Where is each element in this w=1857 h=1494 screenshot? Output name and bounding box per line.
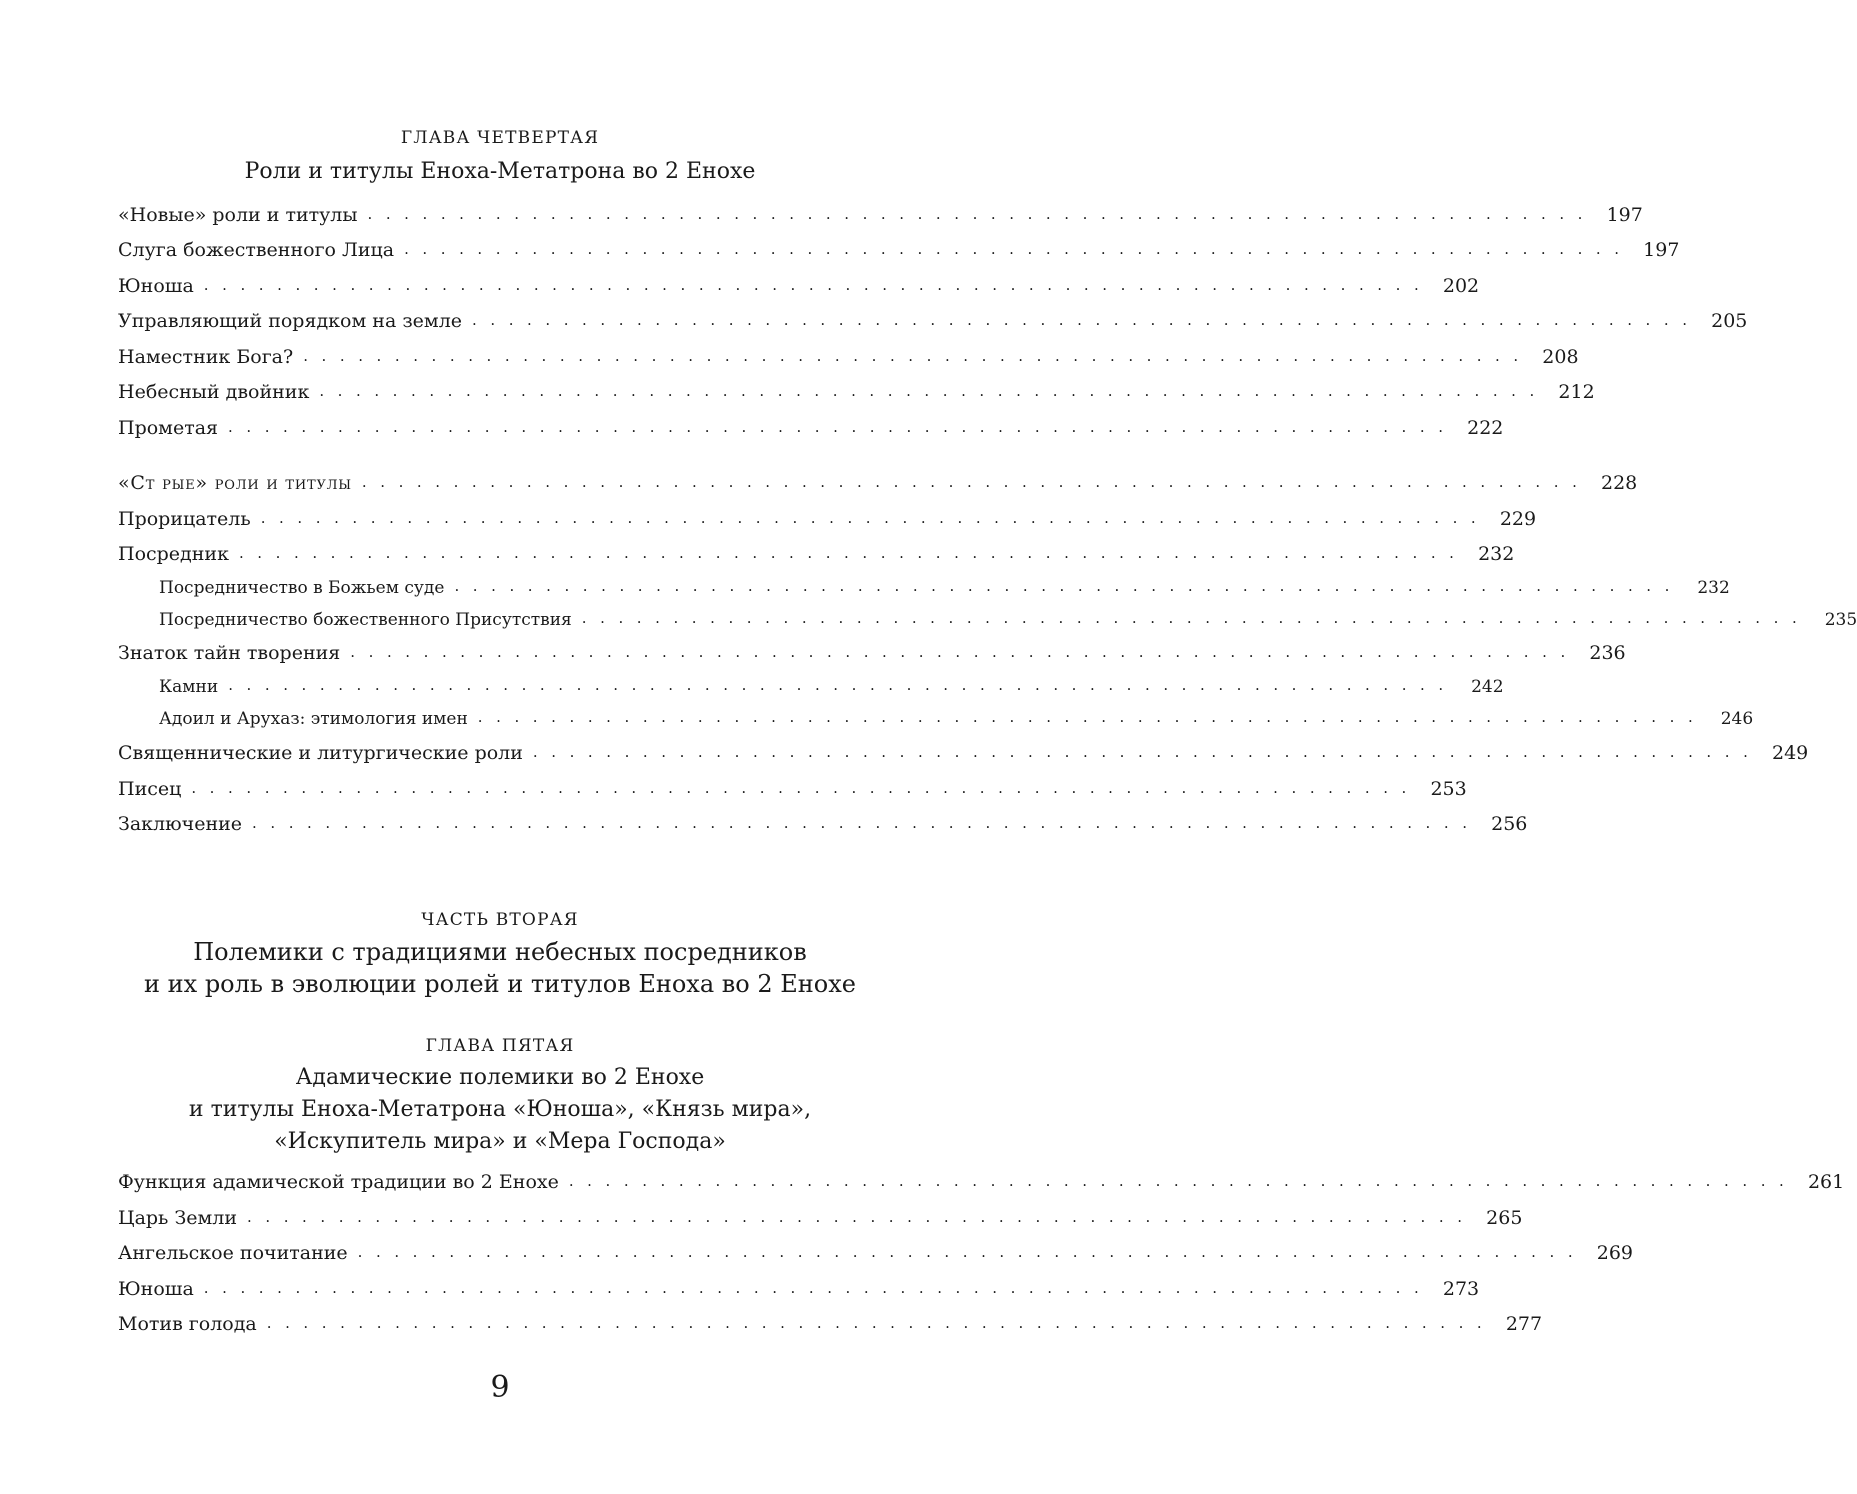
chapter-title: Роли и титулы Еноха-Метатрона во 2 Енохе — [244, 159, 756, 184]
toc-entry[interactable]: Функция адамической традиции во 2 Енохе . . . . . . . . . . . . . . . . . . . . . . . . . . . . . . . . . . . . . . . . . . . . . . . . . . . . . . . . . . . . . . . . . . . 261 — [118, 1171, 1845, 1193]
leader-dots: . . . . . . . . . . . . . . . . . . . . . . . . . . . . . . . . . . . . . . . . . . . . . . . . . . . . . . . . . . . . . . . . . . . — [303, 347, 1523, 365]
leader-dots: . . . . . . . . . . . . . . . . . . . . . . . . . . . . . . . . . . . . . . . . . . . . . . . . . . . . . . . . . . . . . . . . . . . — [319, 382, 1539, 400]
part-title-line1: Полемики с традициями небесных посредников — [193, 938, 807, 966]
page-ref: 261 — [1807, 1171, 1845, 1193]
toc-entry[interactable]: Управляющий порядком на земле . . . . . . . . . . . . . . . . . . . . . . . . . . . . . . . . . . . . . . . . . . . . . . . . . . . . . . . . . . . . . . . . . . . 205 — [118, 310, 1748, 332]
toc-entry[interactable]: Посредник . . . . . . . . . . . . . . . . . . . . . . . . . . . . . . . . . . . . . . . . . . . . . . . . . . . . . . . . . . . . . . . . . . . 232 — [118, 543, 1515, 565]
toc-entry[interactable]: Небесный двойник . . . . . . . . . . . . . . . . . . . . . . . . . . . . . . . . . . . . . . . . . . . . . . . . . . . . . . . . . . . . . . . . . . . 212 — [118, 381, 1595, 403]
leader-dots: . . . . . . . . . . . . . . . . . . . . . . . . . . . . . . . . . . . . . . . . . . . . . . . . . . . . . . . . . . . . . . . . . . . — [238, 544, 1459, 562]
page-ref: 242 — [1471, 677, 1504, 697]
page-ref: 235 — [1824, 610, 1857, 630]
page-ref: 253 — [1430, 778, 1467, 800]
page-ref: 228 — [1600, 472, 1638, 494]
page-ref: 222 — [1467, 417, 1504, 439]
leader-dots: . . . . . . . . . . . . . . . . . . . . . . . . . . . . . . . . . . . . . . . . . . . . . . . . . . . . . . . . . . . . . . . . . . . — [581, 609, 1802, 627]
toc-entry[interactable]: Юноша . . . . . . . . . . . . . . . . . . . . . . . . . . . . . . . . . . . . . . . . . . . . . . . . . . . . . . . . . . . . . . . . . . . 273 — [118, 1278, 1480, 1300]
toc-entry[interactable]: «Новые» роли и титулы . . . . . . . . . . . . . . . . . . . . . . . . . . . . . . . . . . . . . . . . . . . . . . . . . . . . . . . . . . . . . . . . . . . 197 — [118, 204, 1643, 226]
page-ref: 232 — [1697, 578, 1730, 598]
page-ref: 236 — [1589, 642, 1626, 664]
toc-entry[interactable]: Юноша . . . . . . . . . . . . . . . . . . . . . . . . . . . . . . . . . . . . . . . . . . . . . . . . . . . . . . . . . . . . . . . . . . . 202 — [118, 275, 1480, 297]
page-ref: 197 — [1643, 239, 1680, 261]
leader-dots: . . . . . . . . . . . . . . . . . . . . . . . . . . . . . . . . . . . . . . . . . . . . . . . . . . . . . . . . . . . . . . . . . . . — [266, 1314, 1487, 1332]
page-ref: 208 — [1542, 346, 1579, 368]
toc-subentry[interactable]: Посредничество божественного Присутствия . . . . . . . . . . . . . . . . . . . . . . . . . . . . . . . . . . . . . . . . . . . . . . . . . . . . . . . . . . . . . . . . . . . 235 — [159, 609, 1857, 630]
toc-entry[interactable]: Царь Земли . . . . . . . . . . . . . . . . . . . . . . . . . . . . . . . . . . . . . . . . . . . . . . . . . . . . . . . . . . . . . . . . . . . 265 — [118, 1207, 1523, 1229]
leader-dots: . . . . . . . . . . . . . . . . . . . . . . . . . . . . . . . . . . . . . . . . . . . . . . . . . . . . . . . . . . . . . . . . . . . — [357, 1243, 1578, 1261]
page-ref: 273 — [1442, 1278, 1480, 1300]
toc-entry[interactable]: Прометая . . . . . . . . . . . . . . . . . . . . . . . . . . . . . . . . . . . . . . . . . . . . . . . . . . . . . . . . . . . . . . . . . . . 222 — [118, 417, 1504, 439]
leader-dots: . . . . . . . . . . . . . . . . . . . . . . . . . . . . . . . . . . . . . . . . . . . . . . . . . . . . . . . . . . . . . . . . . . . — [260, 509, 1481, 527]
toc-entry[interactable]: Знаток тайн творения . . . . . . . . . . . . . . . . . . . . . . . . . . . . . . . . . . . . . . . . . . . . . . . . . . . . . . . . . . . . . . . . . . . 236 — [118, 642, 1626, 664]
chapter-title-line1: Адамические полемики во 2 Енохе — [295, 1065, 705, 1090]
page-ref: 197 — [1606, 204, 1643, 226]
toc-entry[interactable]: Наместник Бога? . . . . . . . . . . . . . . . . . . . . . . . . . . . . . . . . . . . . . . . . . . . . . . . . . . . . . . . . . . . . . . . . . . . 208 — [118, 346, 1579, 368]
toc-subentry[interactable]: Камни . . . . . . . . . . . . . . . . . . . . . . . . . . . . . . . . . . . . . . . . . . . . . . . . . . . . . . . . . . . . . . . . . . . 242 — [159, 676, 1504, 697]
leader-dots: . . . . . . . . . . . . . . . . . . . . . . . . . . . . . . . . . . . . . . . . . . . . . . . . . . . . . . . . . . . . . . . . . . . — [477, 708, 1698, 726]
leader-dots: . . . . . . . . . . . . . . . . . . . . . . . . . . . . . . . . . . . . . . . . . . . . . . . . . . . . . . . . . . . . . . . . . . . — [203, 1279, 1424, 1297]
leader-dots: . . . . . . . . . . . . . . . . . . . . . . . . . . . . . . . . . . . . . . . . . . . . . . . . . . . . . . . . . . . . . . . . . . . — [203, 276, 1424, 294]
toc-subentry[interactable]: Посредничество в Божьем суде . . . . . . . . . . . . . . . . . . . . . . . . . . . . . . . . . . . . . . . . . . . . . . . . . . . . . . . . . . . . . . . . . . . 232 — [159, 577, 1730, 598]
toc-entry[interactable]: Священнические и литургические роли . . . . . . . . . . . . . . . . . . . . . . . . . . . . . . . . . . . . . . . . . . . . . . . . . . . . . . . . . . . . . . . . . . . 249 — [118, 742, 1809, 764]
leader-dots: . . . . . . . . . . . . . . . . . . . . . . . . . . . . . . . . . . . . . . . . . . . . . . . . . . . . . . . . . . . . . . . . . . . — [247, 1208, 1467, 1226]
toc-entry[interactable]: Ангельское почитание . . . . . . . . . . . . . . . . . . . . . . . . . . . . . . . . . . . . . . . . . . . . . . . . . . . . . . . . . . . . . . . . . . . 269 — [118, 1242, 1634, 1264]
part-label: ЧАСТЬ ВТОРАЯ — [421, 910, 579, 930]
part-title-line2: и их роль в эволюции ролей и титулов Еноха во 2 Енохе — [144, 970, 856, 998]
page-ref: 269 — [1596, 1242, 1634, 1264]
leader-dots: . . . . . . . . . . . . . . . . . . . . . . . . . . . . . . . . . . . . . . . . . . . . . . . . . . . . . . . . . . . . . . . . . . . — [228, 676, 1448, 694]
leader-dots: . . . . . . . . . . . . . . . . . . . . . . . . . . . . . . . . . . . . . . . . . . . . . . . . . . . . . . . . . . . . . . . . . . . — [252, 814, 1472, 832]
page-ref: 232 — [1478, 543, 1515, 565]
leader-dots: . . . . . . . . . . . . . . . . . . . . . . . . . . . . . . . . . . . . . . . . . . . . . . . . . . . . . . . . . . . . . . . . . . . — [404, 240, 1624, 258]
page-number: 9 — [490, 1370, 510, 1405]
page-ref: 246 — [1720, 709, 1754, 729]
leader-dots: . . . . . . . . . . . . . . . . . . . . . . . . . . . . . . . . . . . . . . . . . . . . . . . . . . . . . . . . . . . . . . . . . . . — [568, 1172, 1789, 1190]
page-ref: 212 — [1558, 381, 1595, 403]
leader-dots: . . . . . . . . . . . . . . . . . . . . . . . . . . . . . . . . . . . . . . . . . . . . . . . . . . . . . . . . . . . . . . . . . . . — [367, 205, 1587, 223]
toc-entry[interactable]: Мотив голода . . . . . . . . . . . . . . . . . . . . . . . . . . . . . . . . . . . . . . . . . . . . . . . . . . . . . . . . . . . . . . . . . . . 277 — [118, 1313, 1543, 1335]
page-ref: 256 — [1491, 813, 1528, 835]
chapter-title-line3: «Искупитель мира» и «Мера Господа» — [274, 1129, 726, 1154]
toc-entry[interactable]: Заключение . . . . . . . . . . . . . . . . . . . . . . . . . . . . . . . . . . . . . . . . . . . . . . . . . . . . . . . . . . . . . . . . . . . 256 — [118, 813, 1528, 835]
page-ref: 229 — [1499, 508, 1537, 530]
leader-dots: . . . . . . . . . . . . . . . . . . . . . . . . . . . . . . . . . . . . . . . . . . . . . . . . . . . . . . . . . . . . . . . . . . . — [361, 473, 1582, 491]
toc-entry[interactable]: «Ст рые» роли и титулы . . . . . . . . . . . . . . . . . . . . . . . . . . . . . . . . . . . . . . . . . . . . . . . . . . . . . . . . . . . . . . . . . . . 228 — [118, 472, 1638, 494]
leader-dots: . . . . . . . . . . . . . . . . . . . . . . . . . . . . . . . . . . . . . . . . . . . . . . . . . . . . . . . . . . . . . . . . . . . — [191, 779, 1411, 797]
toc-entry[interactable]: Писец . . . . . . . . . . . . . . . . . . . . . . . . . . . . . . . . . . . . . . . . . . . . . . . . . . . . . . . . . . . . . . . . . . . 253 — [118, 778, 1467, 800]
page-ref: 249 — [1772, 742, 1809, 764]
chapter-label: ГЛАВА ПЯТАЯ — [425, 1036, 575, 1056]
leader-dots: . . . . . . . . . . . . . . . . . . . . . . . . . . . . . . . . . . . . . . . . . . . . . . . . . . . . . . . . . . . . . . . . . . . — [350, 643, 1570, 661]
leader-dots: . . . . . . . . . . . . . . . . . . . . . . . . . . . . . . . . . . . . . . . . . . . . . . . . . . . . . . . . . . . . . . . . . . . — [532, 743, 1753, 761]
toc-entry[interactable]: Прорицатель . . . . . . . . . . . . . . . . . . . . . . . . . . . . . . . . . . . . . . . . . . . . . . . . . . . . . . . . . . . . . . . . . . . 229 — [118, 508, 1537, 530]
leader-dots: . . . . . . . . . . . . . . . . . . . . . . . . . . . . . . . . . . . . . . . . . . . . . . . . . . . . . . . . . . . . . . . . . . . — [454, 577, 1674, 595]
page-ref: 277 — [1505, 1313, 1543, 1335]
toc-subentry[interactable]: Адоил и Аруxаз: этимология имен . . . . . . . . . . . . . . . . . . . . . . . . . . . . . . . . . . . . . . . . . . . . . . . . . . . . . . . . . . . . . . . . . . . 246 — [159, 708, 1754, 729]
chapter-title-line2: и титулы Еноха-Метатрона «Юноша», «Князь мира», — [188, 1097, 812, 1122]
toc-entry[interactable]: Слуга божественного Лица . . . . . . . . . . . . . . . . . . . . . . . . . . . . . . . . . . . . . . . . . . . . . . . . . . . . . . . . . . . . . . . . . . . 197 — [118, 239, 1680, 261]
page-ref: 202 — [1442, 275, 1480, 297]
page-ref: 205 — [1711, 310, 1748, 332]
leader-dots: . . . . . . . . . . . . . . . . . . . . . . . . . . . . . . . . . . . . . . . . . . . . . . . . . . . . . . . . . . . . . . . . . . . — [228, 418, 1448, 436]
leader-dots: . . . . . . . . . . . . . . . . . . . . . . . . . . . . . . . . . . . . . . . . . . . . . . . . . . . . . . . . . . . . . . . . . . . — [472, 311, 1692, 329]
page-ref: 265 — [1486, 1207, 1523, 1229]
chapter-label: ГЛАВА ЧЕТВЕРТАЯ — [400, 128, 600, 148]
